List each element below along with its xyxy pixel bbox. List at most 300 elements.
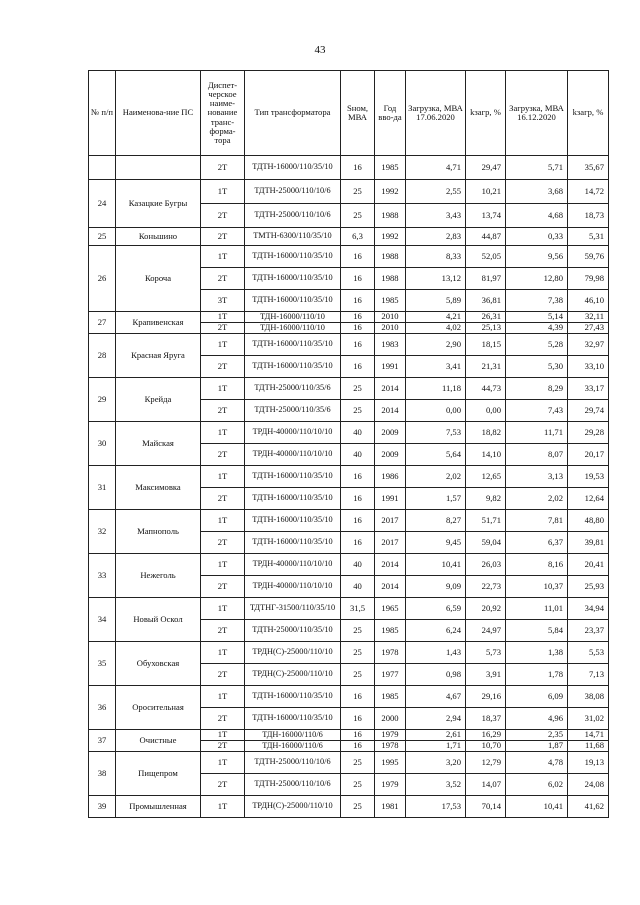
transformer-type: ТДТН-25000/110/35/6 — [245, 378, 341, 400]
transformer-type: ТДТНГ-31500/110/35/10 — [245, 598, 341, 620]
load-june-value: 2,02 — [406, 466, 466, 488]
transformer-type: ТДТН-25000/110/10/6 — [245, 204, 341, 228]
load-december-value: 4,96 — [506, 708, 568, 730]
load-december-value: 8,29 — [506, 378, 568, 400]
kload-december-value: 7,13 — [568, 664, 609, 686]
dispatch-name: 1Т — [201, 246, 245, 268]
transformer-type: ТРДН(С)-25000/110/10 — [245, 642, 341, 664]
transformer-type: ТДТН-25000/110/35/6 — [245, 400, 341, 422]
transformer-type: ТДТН-16000/110/35/10 — [245, 708, 341, 730]
table-row — [89, 730, 609, 741]
year-value: 2017 — [375, 510, 406, 532]
year-value: 2014 — [375, 378, 406, 400]
substation-name: Новый Оскол — [116, 598, 201, 642]
substation-name — [116, 156, 201, 180]
table-row — [89, 246, 609, 268]
substation-name: Нежеголь — [116, 554, 201, 598]
transformer-type: ТДТН-16000/110/35/10 — [245, 686, 341, 708]
load-december-value: 2,02 — [506, 488, 568, 510]
transformer-type: ТДТН-16000/110/35/10 — [245, 356, 341, 378]
snom-value: 25 — [341, 664, 375, 686]
kload-december-value: 59,76 — [568, 246, 609, 268]
kload-december-value: 11,68 — [568, 741, 609, 752]
load-june-value: 3,43 — [406, 204, 466, 228]
substation-number: 29 — [89, 378, 116, 422]
snom-value: 31,5 — [341, 598, 375, 620]
kload-december-value: 5,53 — [568, 642, 609, 664]
header-dispatch-name: Диспет-черское наиме-нование транс-форма-тора — [201, 71, 245, 156]
load-december-value: 11,71 — [506, 422, 568, 444]
load-june-value: 17,53 — [406, 796, 466, 818]
substation-number: 33 — [89, 554, 116, 598]
kload-june-value: 10,70 — [466, 741, 506, 752]
kload-december-value: 33,17 — [568, 378, 609, 400]
load-december-value: 7,43 — [506, 400, 568, 422]
transformer-type: ТДН-16000/110/6 — [245, 730, 341, 741]
kload-december-value: 29,74 — [568, 400, 609, 422]
substation-number: 27 — [89, 312, 116, 334]
snom-value: 25 — [341, 204, 375, 228]
snom-value: 40 — [341, 422, 375, 444]
load-june-value: 2,83 — [406, 228, 466, 246]
year-value: 1985 — [375, 156, 406, 180]
dispatch-name: 1Т — [201, 180, 245, 204]
year-value: 2014 — [375, 576, 406, 598]
kload-december-value: 18,73 — [568, 204, 609, 228]
kload-december-value: 20,17 — [568, 444, 609, 466]
transformer-type: ТРДН(С)-25000/110/10 — [245, 664, 341, 686]
kload-december-value: 12,64 — [568, 488, 609, 510]
header-year: Год вво-да — [375, 71, 406, 156]
load-december-value: 6,02 — [506, 774, 568, 796]
substation-name: Обуховская — [116, 642, 201, 686]
kload-june-value: 12,65 — [466, 466, 506, 488]
snom-value: 16 — [341, 532, 375, 554]
kload-december-value: 33,10 — [568, 356, 609, 378]
year-value: 1992 — [375, 180, 406, 204]
transformer-type: ТДТН-16000/110/35/10 — [245, 510, 341, 532]
snom-value: 16 — [341, 741, 375, 752]
load-june-value: 9,45 — [406, 532, 466, 554]
year-value: 1981 — [375, 796, 406, 818]
snom-value: 16 — [341, 510, 375, 532]
year-value: 1985 — [375, 686, 406, 708]
header-row — [89, 71, 609, 156]
load-december-value: 7,81 — [506, 510, 568, 532]
kload-june-value: 9,82 — [466, 488, 506, 510]
year-value: 1986 — [375, 466, 406, 488]
kload-june-value: 26,03 — [466, 554, 506, 576]
kload-december-value: 35,67 — [568, 156, 609, 180]
substation-number: 35 — [89, 642, 116, 686]
snom-value: 16 — [341, 323, 375, 334]
table-row — [89, 180, 609, 204]
transformer-type: ТДТН-16000/110/35/10 — [245, 334, 341, 356]
kload-june-value: 70,14 — [466, 796, 506, 818]
snom-value: 16 — [341, 686, 375, 708]
dispatch-name: 1Т — [201, 796, 245, 818]
transformer-type: ТРДН-40000/110/10/10 — [245, 554, 341, 576]
year-value: 2010 — [375, 312, 406, 323]
transformer-type: ТДТН-16000/110/35/10 — [245, 488, 341, 510]
substation-name: Пищепром — [116, 752, 201, 796]
load-december-value: 10,37 — [506, 576, 568, 598]
snom-value: 16 — [341, 312, 375, 323]
snom-value: 25 — [341, 378, 375, 400]
table-row — [89, 156, 609, 180]
substation-number: 25 — [89, 228, 116, 246]
table-row — [89, 466, 609, 488]
substation-name: Крапивенская — [116, 312, 201, 334]
load-june-value: 3,52 — [406, 774, 466, 796]
kload-june-value: 18,15 — [466, 334, 506, 356]
header-load-june: Загрузка, МВА 17.06.2020 — [406, 71, 466, 156]
kload-june-value: 24,97 — [466, 620, 506, 642]
load-december-value: 10,41 — [506, 796, 568, 818]
substation-number: 30 — [89, 422, 116, 466]
snom-value: 16 — [341, 488, 375, 510]
header-transformer-type: Тип трансформатора — [245, 71, 341, 156]
substation-number: 37 — [89, 730, 116, 752]
kload-june-value: 16,29 — [466, 730, 506, 741]
kload-june-value: 29,16 — [466, 686, 506, 708]
snom-value: 25 — [341, 400, 375, 422]
load-june-value: 1,71 — [406, 741, 466, 752]
substation-name: Коньшино — [116, 228, 201, 246]
year-value: 2010 — [375, 323, 406, 334]
year-value: 1991 — [375, 488, 406, 510]
dispatch-name: 1Т — [201, 752, 245, 774]
load-december-value: 6,09 — [506, 686, 568, 708]
transformer-load-table — [88, 70, 609, 818]
transformer-type: ТДТН-16000/110/35/10 — [245, 246, 341, 268]
snom-value: 40 — [341, 554, 375, 576]
substation-number: 28 — [89, 334, 116, 378]
year-value: 1977 — [375, 664, 406, 686]
load-june-value: 2,61 — [406, 730, 466, 741]
dispatch-name: 1Т — [201, 312, 245, 323]
year-value: 1983 — [375, 334, 406, 356]
kload-december-value: 79,98 — [568, 268, 609, 290]
header-snom: Sном, МВА — [341, 71, 375, 156]
dispatch-name: 3Т — [201, 290, 245, 312]
kload-june-value: 51,71 — [466, 510, 506, 532]
snom-value: 40 — [341, 576, 375, 598]
table-row — [89, 686, 609, 708]
load-december-value: 5,84 — [506, 620, 568, 642]
substation-number: 34 — [89, 598, 116, 642]
kload-june-value: 14,07 — [466, 774, 506, 796]
dispatch-name: 2Т — [201, 664, 245, 686]
kload-june-value: 52,05 — [466, 246, 506, 268]
load-december-value: 3,13 — [506, 466, 568, 488]
kload-june-value: 14,10 — [466, 444, 506, 466]
load-december-value: 9,56 — [506, 246, 568, 268]
snom-value: 16 — [341, 466, 375, 488]
dispatch-name: 1Т — [201, 554, 245, 576]
kload-december-value: 41,62 — [568, 796, 609, 818]
kload-june-value: 22,73 — [466, 576, 506, 598]
kload-june-value: 18,82 — [466, 422, 506, 444]
transformer-type: ТДТН-25000/110/10/6 — [245, 774, 341, 796]
load-june-value: 4,02 — [406, 323, 466, 334]
load-december-value: 11,01 — [506, 598, 568, 620]
load-june-value: 4,21 — [406, 312, 466, 323]
kload-june-value: 18,37 — [466, 708, 506, 730]
year-value: 2000 — [375, 708, 406, 730]
kload-december-value: 29,28 — [568, 422, 609, 444]
snom-value: 16 — [341, 334, 375, 356]
load-december-value: 2,35 — [506, 730, 568, 741]
substation-number: 32 — [89, 510, 116, 554]
kload-june-value: 0,00 — [466, 400, 506, 422]
snom-value: 16 — [341, 356, 375, 378]
year-value: 1992 — [375, 228, 406, 246]
substation-name: Майская — [116, 422, 201, 466]
transformer-type: ТРДН(С)-25000/110/10 — [245, 796, 341, 818]
dispatch-name: 2Т — [201, 576, 245, 598]
load-december-value: 1,78 — [506, 664, 568, 686]
substation-number: 38 — [89, 752, 116, 796]
load-december-value: 5,14 — [506, 312, 568, 323]
year-value: 1978 — [375, 741, 406, 752]
kload-june-value: 81,97 — [466, 268, 506, 290]
table-row — [89, 554, 609, 576]
snom-value: 25 — [341, 180, 375, 204]
kload-june-value: 44,73 — [466, 378, 506, 400]
substation-number: 39 — [89, 796, 116, 818]
kload-december-value: 48,80 — [568, 510, 609, 532]
dispatch-name: 2Т — [201, 323, 245, 334]
dispatch-name: 2Т — [201, 488, 245, 510]
year-value: 1979 — [375, 730, 406, 741]
substation-number: 36 — [89, 686, 116, 730]
substation-name: Очистные — [116, 730, 201, 752]
dispatch-name: 1Т — [201, 642, 245, 664]
load-december-value: 3,68 — [506, 180, 568, 204]
snom-value: 16 — [341, 708, 375, 730]
load-june-value: 8,27 — [406, 510, 466, 532]
dispatch-name: 2Т — [201, 774, 245, 796]
kload-december-value: 31,02 — [568, 708, 609, 730]
year-value: 2009 — [375, 422, 406, 444]
year-value: 2009 — [375, 444, 406, 466]
snom-value: 25 — [341, 642, 375, 664]
load-december-value: 4,78 — [506, 752, 568, 774]
transformer-type: ТДТН-16000/110/35/10 — [245, 268, 341, 290]
snom-value: 16 — [341, 246, 375, 268]
substation-name: Казацкие Бугры — [116, 180, 201, 228]
load-june-value: 0,00 — [406, 400, 466, 422]
kload-december-value: 14,72 — [568, 180, 609, 204]
kload-june-value: 59,04 — [466, 532, 506, 554]
snom-value: 25 — [341, 774, 375, 796]
load-december-value: 4,39 — [506, 323, 568, 334]
dispatch-name: 1Т — [201, 598, 245, 620]
kload-june-value: 44,87 — [466, 228, 506, 246]
header-load-december: Загрузка, МВА 16.12.2020 — [506, 71, 568, 156]
snom-value: 25 — [341, 796, 375, 818]
substation-name: Короча — [116, 246, 201, 312]
dispatch-name: 2Т — [201, 444, 245, 466]
kload-december-value: 27,43 — [568, 323, 609, 334]
kload-december-value: 25,93 — [568, 576, 609, 598]
transformer-type: ТРДН-40000/110/10/10 — [245, 444, 341, 466]
dispatch-name: 1Т — [201, 466, 245, 488]
snom-value: 25 — [341, 752, 375, 774]
transformer-type: ТДН-16000/110/6 — [245, 741, 341, 752]
kload-june-value: 20,92 — [466, 598, 506, 620]
dispatch-name: 1Т — [201, 510, 245, 532]
load-june-value: 3,41 — [406, 356, 466, 378]
table-row — [89, 752, 609, 774]
dispatch-name: 2Т — [201, 268, 245, 290]
kload-december-value: 24,08 — [568, 774, 609, 796]
load-june-value: 11,18 — [406, 378, 466, 400]
load-december-value: 5,28 — [506, 334, 568, 356]
substation-name: Оросительная — [116, 686, 201, 730]
kload-june-value: 26,31 — [466, 312, 506, 323]
load-june-value: 2,55 — [406, 180, 466, 204]
kload-december-value: 34,94 — [568, 598, 609, 620]
year-value: 2014 — [375, 554, 406, 576]
kload-december-value: 19,53 — [568, 466, 609, 488]
transformer-type: ТДТН-16000/110/35/10 — [245, 532, 341, 554]
dispatch-name: 1Т — [201, 422, 245, 444]
transformer-type: ТДН-16000/110/10 — [245, 312, 341, 323]
year-value: 1965 — [375, 598, 406, 620]
page-number: 43 — [314, 44, 326, 56]
table-row — [89, 312, 609, 323]
table-row — [89, 228, 609, 246]
dispatch-name: 2Т — [201, 708, 245, 730]
dispatch-name: 2Т — [201, 156, 245, 180]
year-value: 2017 — [375, 532, 406, 554]
load-december-value: 6,37 — [506, 532, 568, 554]
load-june-value: 4,67 — [406, 686, 466, 708]
dispatch-name: 2Т — [201, 204, 245, 228]
table-row — [89, 642, 609, 664]
load-june-value: 1,43 — [406, 642, 466, 664]
dispatch-name: 2Т — [201, 620, 245, 642]
transformer-type: ТДТН-16000/110/35/10 — [245, 290, 341, 312]
load-june-value: 4,71 — [406, 156, 466, 180]
snom-value: 25 — [341, 620, 375, 642]
header-kload-december: kзагр, % — [568, 71, 609, 156]
substation-name: Промышленная — [116, 796, 201, 818]
snom-value: 6,3 — [341, 228, 375, 246]
kload-december-value: 5,31 — [568, 228, 609, 246]
load-june-value: 2,94 — [406, 708, 466, 730]
snom-value: 16 — [341, 290, 375, 312]
load-december-value: 8,16 — [506, 554, 568, 576]
transformer-type: ТДТН-16000/110/35/10 — [245, 156, 341, 180]
load-december-value: 1,87 — [506, 741, 568, 752]
load-december-value: 1,38 — [506, 642, 568, 664]
kload-december-value: 23,37 — [568, 620, 609, 642]
transformer-type: ТДН-16000/110/10 — [245, 323, 341, 334]
load-june-value: 3,20 — [406, 752, 466, 774]
kload-june-value: 10,21 — [466, 180, 506, 204]
dispatch-name: 2Т — [201, 356, 245, 378]
dispatch-name: 1Т — [201, 686, 245, 708]
load-december-value: 4,68 — [506, 204, 568, 228]
load-june-value: 8,33 — [406, 246, 466, 268]
dispatch-name: 1Т — [201, 334, 245, 356]
kload-december-value: 20,41 — [568, 554, 609, 576]
year-value: 1985 — [375, 620, 406, 642]
kload-june-value: 5,73 — [466, 642, 506, 664]
load-december-value: 12,80 — [506, 268, 568, 290]
kload-december-value: 46,10 — [568, 290, 609, 312]
dispatch-name: 2Т — [201, 741, 245, 752]
table-row — [89, 334, 609, 356]
substation-number: 24 — [89, 180, 116, 228]
table-row — [89, 598, 609, 620]
substation-number — [89, 156, 116, 180]
load-june-value: 9,09 — [406, 576, 466, 598]
load-june-value: 1,57 — [406, 488, 466, 510]
dispatch-name: 2Т — [201, 228, 245, 246]
table-row — [89, 510, 609, 532]
load-june-value: 7,53 — [406, 422, 466, 444]
substation-number: 31 — [89, 466, 116, 510]
load-june-value: 6,59 — [406, 598, 466, 620]
table-row — [89, 796, 609, 818]
header-name: Наименова-ние ПС — [116, 71, 201, 156]
snom-value: 16 — [341, 156, 375, 180]
substation-name: Максимовка — [116, 466, 201, 510]
dispatch-name: 1Т — [201, 378, 245, 400]
kload-december-value: 32,97 — [568, 334, 609, 356]
transformer-type: ТДТН-16000/110/35/10 — [245, 466, 341, 488]
kload-december-value: 32,11 — [568, 312, 609, 323]
substation-name: Мапнополь — [116, 510, 201, 554]
kload-december-value: 19,13 — [568, 752, 609, 774]
load-june-value: 0,98 — [406, 664, 466, 686]
load-june-value: 5,64 — [406, 444, 466, 466]
year-value: 1995 — [375, 752, 406, 774]
substation-name: Крейда — [116, 378, 201, 422]
year-value: 1988 — [375, 246, 406, 268]
table-row — [89, 422, 609, 444]
transformer-type: ТРДН-40000/110/10/10 — [245, 422, 341, 444]
substation-number: 26 — [89, 246, 116, 312]
transformer-type: ТДТН-25000/110/35/10 — [245, 620, 341, 642]
load-june-value: 2,90 — [406, 334, 466, 356]
load-june-value: 10,41 — [406, 554, 466, 576]
load-december-value: 5,30 — [506, 356, 568, 378]
year-value: 1979 — [375, 774, 406, 796]
kload-june-value: 13,74 — [466, 204, 506, 228]
transformer-type: ТДТН-25000/110/10/6 — [245, 752, 341, 774]
year-value: 1988 — [375, 268, 406, 290]
load-june-value: 5,89 — [406, 290, 466, 312]
transformer-type: ТРДН-40000/110/10/10 — [245, 576, 341, 598]
snom-value: 16 — [341, 730, 375, 741]
header-num: № п/п — [89, 71, 116, 156]
transformer-type: ТМТН-6300/110/35/10 — [245, 228, 341, 246]
load-december-value: 7,38 — [506, 290, 568, 312]
table-row — [89, 378, 609, 400]
year-value: 1991 — [375, 356, 406, 378]
snom-value: 16 — [341, 268, 375, 290]
load-december-value: 0,33 — [506, 228, 568, 246]
dispatch-name: 2Т — [201, 400, 245, 422]
load-june-value: 6,24 — [406, 620, 466, 642]
year-value: 1978 — [375, 642, 406, 664]
kload-december-value: 38,08 — [568, 686, 609, 708]
